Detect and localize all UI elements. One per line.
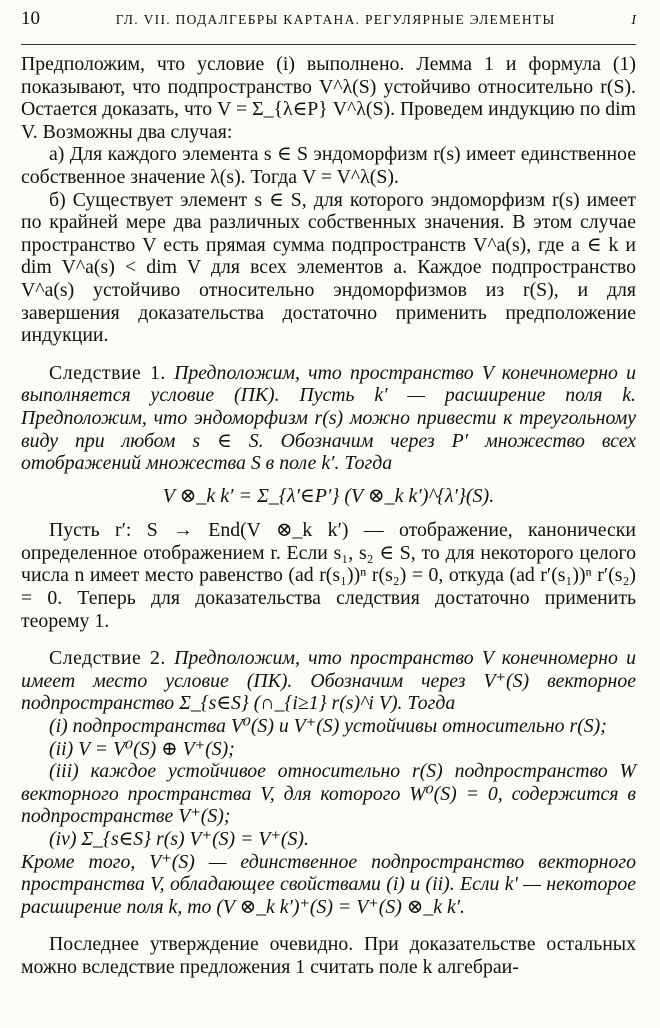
item-iv: (iv) Σ_{s∈S} r(s) V⁺(S) = V⁺(S). xyxy=(49,828,309,850)
item-i: (i) подпространства V⁰(S) и V⁺(S) устойчивы относительно r(S); xyxy=(49,715,607,738)
corollary-1-proof: Пусть r′: S → End(V ⊗_k k′) — отображение, канонически определенное отображением r. Если s₁, s₂ ∈ S, то для некоторого целого числа n имеет место равенство (ad r(s₁))ⁿ r(s₂) = 0, откуда (ad r′(s₁))ⁿ r′(s₂) = 0. Теперь для доказательства следствия достаточно применить теорему 1. xyxy=(21,519,636,632)
corollary-1 xyxy=(21,362,636,475)
case-b: б) Существует элемент s ∈ S, для которого эндоморфизм r(s) имеет по крайней мере два различных собственных значения. В этом случае пространство V есть прямая сумма подпространств V^a(s), где a ∈ k и dim V^a(s) < dim V для всех элементов a. Каждое подпространство V^a(s) устойчиво относительно эндоморфизмов из r(S), и для завершения доказательства достаточно применить предположение индукции. xyxy=(21,188,636,347)
closing-paragraph: Последнее утверждение очевидно. При доказательстве остальных можно вследствие предложения 1 считать поле k алгебраи- xyxy=(21,933,636,978)
running-title: ГЛ. VII. ПОДАЛГЕБРЫ КАРТАНА. РЕГУЛЯРНЫЕ ЭЛЕМЕНТЫ xyxy=(115,12,556,27)
case-a: а) Для каждого элемента s ∈ S эндоморфизм r(s) имеет единственное собственное значение λ(s). Тогда V = V^λ(S). xyxy=(21,143,636,188)
paragraph-intro: Предположим, что условие (i) выполнено. Лемма 1 и формула (1) показывают, что подпространство V^λ(S) устойчиво относительно r(S). Остается доказать, что V = Σ_{λ∈P} V^λ(S). Проведем индукцию по dim V. Возможны два случая: xyxy=(21,53,636,143)
running-header xyxy=(21,8,636,45)
item-iii: (iii) каждое устойчивое относительно r(S) подпространство W векторного пространства V, для которого W⁰(S) = 0, содержится в подпространстве V⁺(S); xyxy=(21,760,636,828)
corollary-2-label: Следствие 2. xyxy=(49,647,166,670)
moreover-paragraph: Кроме того, V⁺(S) — единственное подпространство векторного пространства V, обладающее свойствами (i) и (ii). Если k′ — некоторое расширение поля k, то (V ⊗_k k′)⁺(S) = V⁺(S) ⊗_k k′. xyxy=(21,850,636,918)
corollary-2-text: Предположим, что пространство V конечномерно и имеет место условие (ПК). Обозначим через V⁺(S) векторное подпространство Σ_{s∈S} (∩_{i≥1} r(s)^i V). Тогда xyxy=(21,647,637,715)
corollary-1-text: Предположим, что пространство V конечномерно и выполняется условие (ПК). Пусть k′ — расширение поля k. Предположим, что эндоморфизм r(s) можно привести к треугольному виду при любом s ∈ S. Обозначим через P′ множество всех отображений множества S в поле k′. Тогда xyxy=(21,361,637,475)
chapter-mark: I xyxy=(631,13,636,28)
corollary-2 xyxy=(21,647,636,715)
corollary-1-formula: V ⊗_k k′ = Σ_{λ′∈P′} (V ⊗_k k′)^{λ′}(S). xyxy=(162,484,495,507)
corollary-1-label: Следствие 1. xyxy=(49,361,166,384)
page-number: 10 xyxy=(21,8,40,29)
item-ii: (ii) V = V⁰(S) ⊕ V⁺(S); xyxy=(49,737,235,760)
page-body xyxy=(21,53,636,979)
